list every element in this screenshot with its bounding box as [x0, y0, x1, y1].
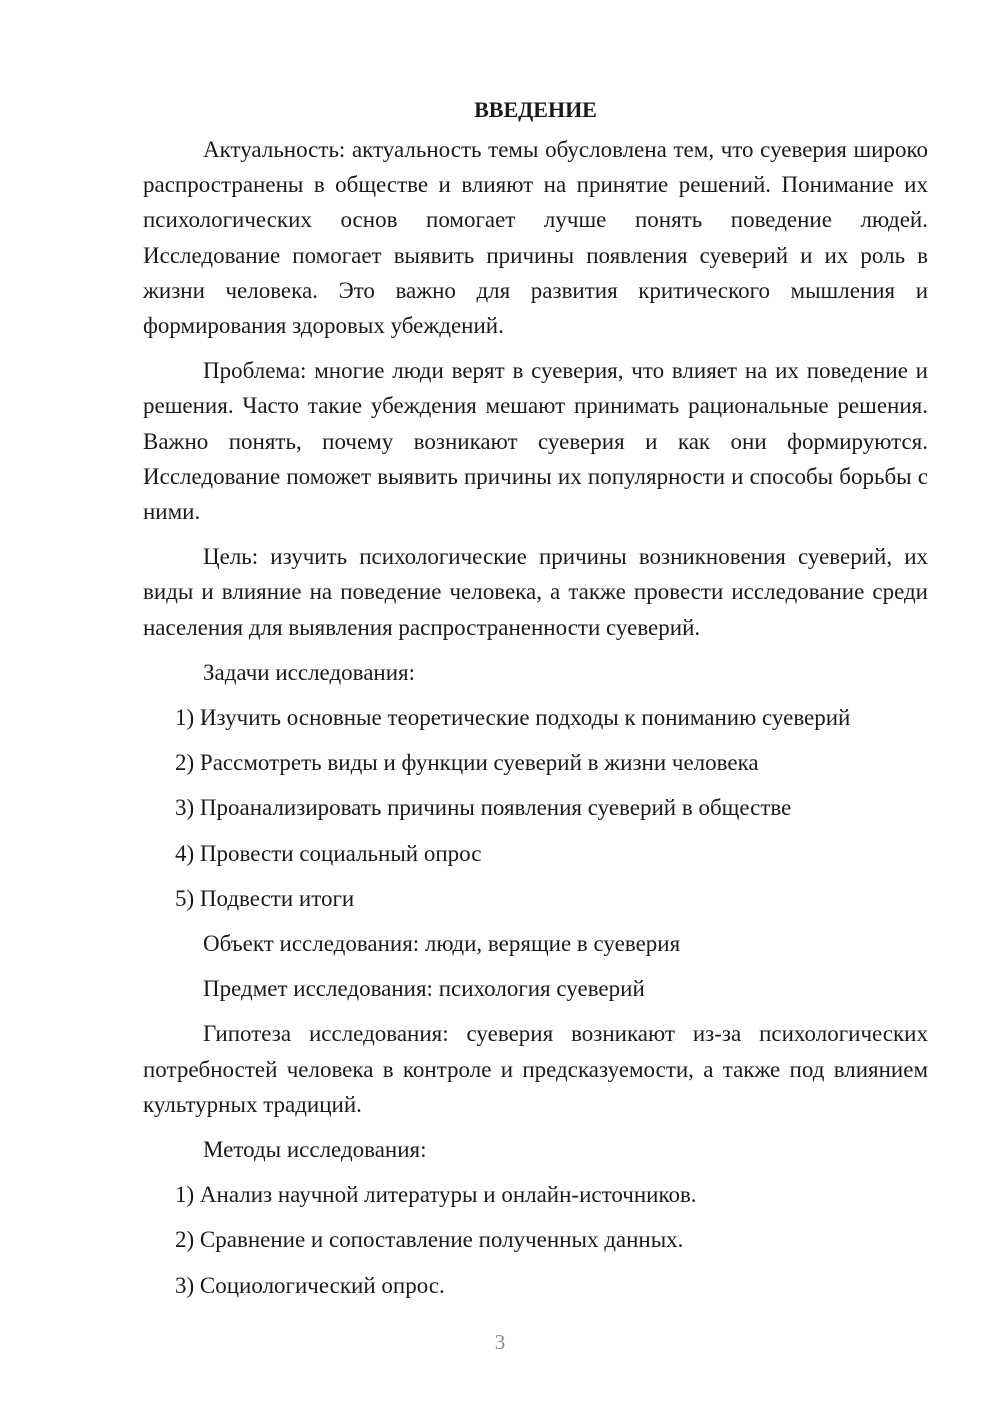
page-number: 3 [494, 1330, 506, 1354]
hypothesis-paragraph: Гипотеза исследования: суеверия возникают из-за психологических потребностей человека в контроле и предсказуемости, а также под влиянием культурных традиций. [143, 1021, 928, 1117]
task-item: 4) Провести социальный опрос [175, 840, 482, 866]
problem-paragraph: Проблема: многие люди верят в суеверия, что влияет на их поведение и решения. Часто такие убеждения мешают принимать рациональные решения. Важно понять, почему возникают суеверия и как они формируются. Исследование поможет выявить причины их популярности и способы борьбы с ними. [143, 358, 928, 525]
research-object: Объект исследования: люди, верящие в суеверия [203, 931, 681, 957]
method-item: 3) Социологический опрос. [175, 1272, 445, 1298]
method-item: 1) Анализ научной литературы и онлайн-источников. [175, 1182, 697, 1208]
research-subject: Предмет исследования: психология суеверий [203, 976, 645, 1002]
document-page [143, 94, 928, 1313]
task-item: 1) Изучить основные теоретические подходы к пониманию суеверий [175, 705, 851, 731]
method-item: 2) Сравнение и сопоставление полученных данных. [175, 1227, 684, 1253]
section-title: ВВЕДЕНИЕ [474, 97, 597, 122]
relevance-paragraph: Актуальность: актуальность темы обусловлена тем, что суеверия широко распространены в обществе и влияют на принятие решений. Понимание их психологических основ помогает лучше понять поведение людей. Исследование помогает выявить причины появления суеверий и их роль в жизни человека. Это важно для развития критического мышления и формирования здоровых убеждений. [143, 137, 928, 339]
tasks-list [143, 700, 928, 916]
methods-list [143, 1177, 928, 1303]
goal-paragraph: Цель: изучить психологические причины возникновения суеверий, их виды и влияние на поведение человека, а также провести исследование среди населения для выявления распространенности суеверий. [143, 544, 928, 640]
task-item: 2) Рассмотреть виды и функции суеверий в жизни человека [175, 750, 759, 776]
task-item: 3) Проанализировать причины появления суеверий в обществе [175, 795, 792, 821]
tasks-heading: Задачи исследования: [203, 659, 416, 685]
methods-heading: Методы исследования: [203, 1137, 427, 1163]
task-item: 5) Подвести итоги [175, 885, 355, 911]
